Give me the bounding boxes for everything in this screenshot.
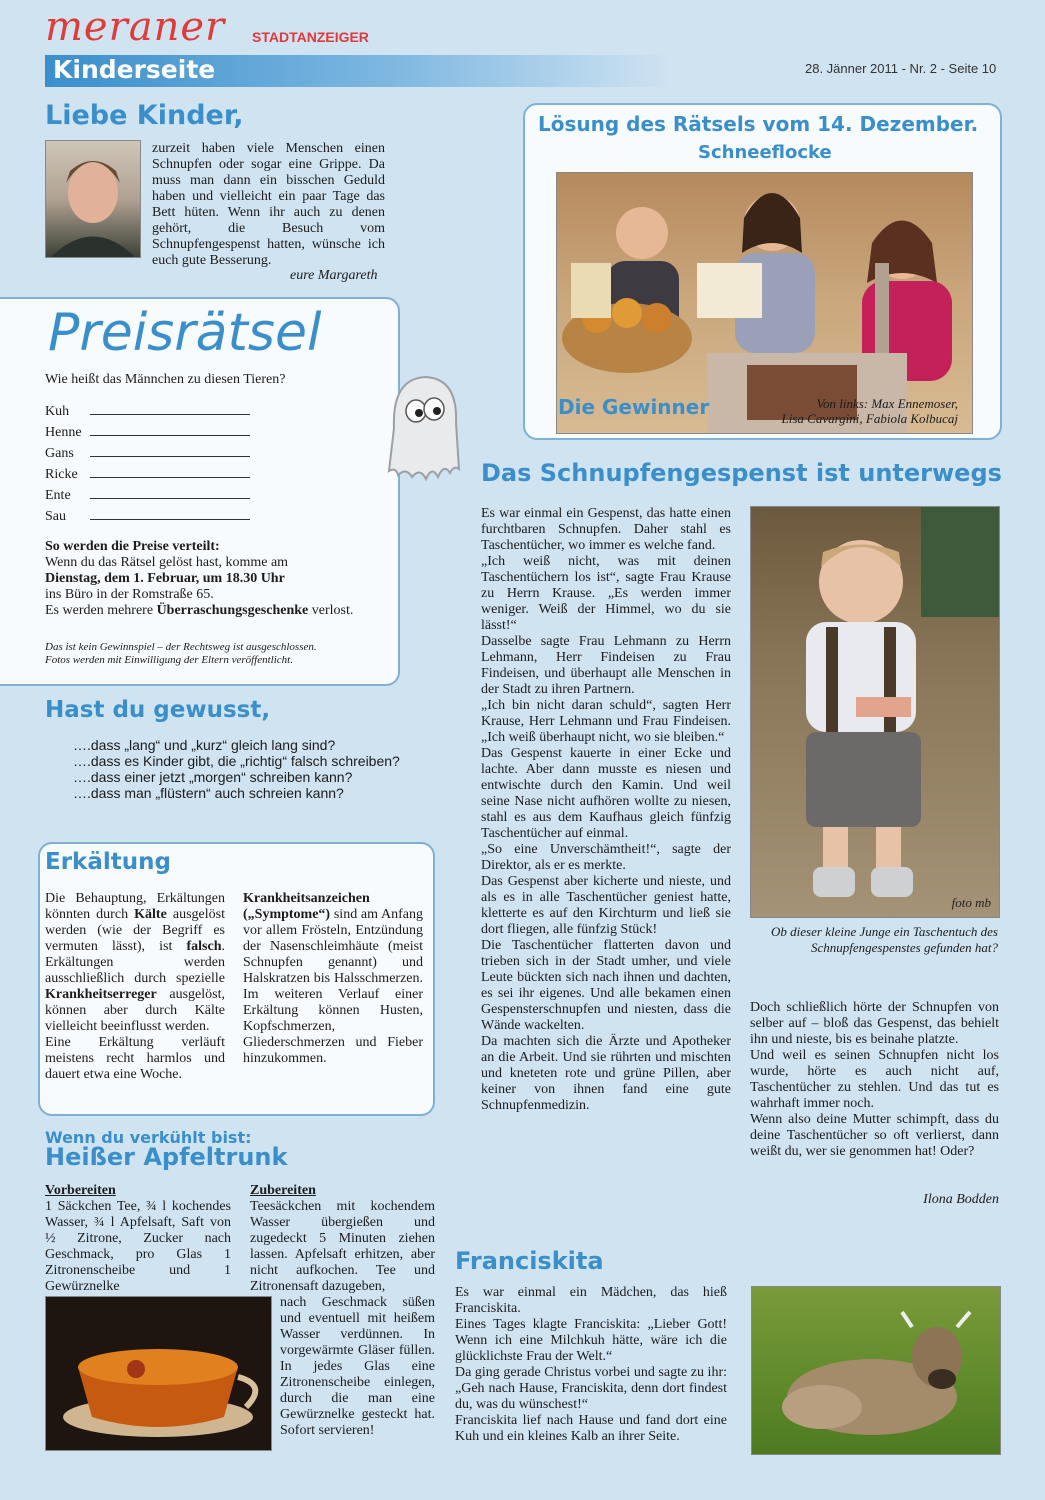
prize-line: Wenn du das Rätsel gelöst hast, komme am — [45, 555, 289, 570]
prize-date: Dienstag, dem 1. Februar, um 18.30 Uhr — [45, 571, 285, 586]
list-item: ….dass es Kinder gibt, die „richtig“ falsch schreiben? — [73, 753, 400, 769]
story-author: Ilona Bodden — [923, 1192, 999, 1207]
animal-label: Sau — [45, 509, 66, 524]
cow-icon — [752, 1287, 1000, 1454]
recipe-steps-top: Zubereiten Teesäckchen mit kochendem Wasser übergießen und zugedeckt 5 Minuten ziehen lassen. Apfelsaft erhitzen, aber nicht aufkochen. Tee und Zitronensaft dazugeben, — [250, 1183, 435, 1294]
story-title: Das Schnupfengespenst ist unterwegs — [481, 459, 1002, 487]
recipe-title: Heißer Apfeltrunk — [45, 1143, 288, 1171]
animal-label: Henne — [45, 425, 82, 440]
teacup-icon — [46, 1297, 271, 1450]
puzzle-title: Preisrätsel — [48, 303, 322, 363]
cold-col1: Die Behauptung, Erkältungen könnten durch Kälte ausgelöst werden (wie der Begriff es vermuten lässt), ist falsch. Erkältungen werden ausschließlich durch spezielle Krankheitserreger ausgelöst, können aber durch Kälte vielleicht beeinflusst werden. Eine Erkältung verläuft meistens recht harmlos und dauert etwa eine Woche. — [45, 891, 225, 1082]
puzzle-answer-list — [45, 402, 305, 532]
list-item: ….dass man „flüstern“ auch schreien kann? — [73, 785, 344, 801]
animal-label: Kuh — [45, 404, 70, 419]
prize-line: Es werden mehrere Überraschungsgeschenke verlost. — [45, 603, 354, 618]
answer-blank-2[interactable] — [90, 423, 250, 436]
solution-title: Lösung des Rätsels vom 14. Dezember. — [538, 112, 979, 136]
puzzle-question: Wie heißt das Männchen zu diesen Tieren? — [45, 372, 286, 387]
prize-line: ins Büro in der Romstraße 65. — [45, 587, 214, 602]
cold-col2: Krankheitsanzeichen („Symptome“) sind am Anfang vor allem Frösteln, Entzündung der Nasenschleimhäute (meist Schnupfen genannt) und Halskratzen bis Halsschmerzen. Im weiteren Verlauf einer Erkältung können Husten, Kopfschmerzen, Gliederschmerzen und Fieber hinzukommen. — [243, 891, 423, 1066]
winners-label: Die Gewinner — [558, 395, 710, 419]
prize-info — [45, 539, 390, 619]
section-title: Kinderseite — [53, 55, 216, 84]
editor-portrait-icon — [46, 141, 140, 257]
recipe-kicker: Wenn du verkühlt bist: — [45, 1128, 252, 1147]
franciskita-title: Franciskita — [455, 1247, 604, 1275]
animal-label: Ricke — [45, 467, 78, 482]
solution-answer: Schneeflocke — [698, 142, 832, 163]
ghost-icon — [384, 373, 464, 485]
boy-photo-icon — [751, 507, 999, 917]
greeting-text: zurzeit haben viele Menschen einen Schnupfen oder sogar eine Grippe. Da muss man dann ein bisschen Geduld haben und vielleicht ein paar Tage das Bett hüten. Wenn ihr auch zu denen gehört, die Besuch vom Schnupfengespenst hatten, wünsche ich euch gute Besserung. — [152, 141, 385, 268]
recipe-prep: Vorbereiten 1 Säckchen Tee, ¾ l kochendes Wasser, ¾ l Apfelsaft, Saft von ½ Zitrone, Zucker nach Geschmack, pro Glas 1 Zitronenscheibe und 1 Gewürznelke — [45, 1183, 231, 1294]
cold-title: Erkältung — [45, 849, 171, 875]
answer-blank-3[interactable] — [90, 444, 250, 457]
issue-info: 28. Jänner 2011 - Nr. 2 - Seite 10 — [805, 61, 997, 76]
answer-blank-5[interactable] — [90, 486, 250, 499]
answer-blank-1[interactable] — [90, 402, 250, 415]
recipe-steps-bottom: nach Geschmack süßen und eventuell mit heißem Wasser verdünnen. In vorgewärmte Gläser füllen. In jedes Glas eine Zitronenscheibe einlegen, durch die man eine Gewürznelke gesteckt hat. Sofort servieren! — [280, 1295, 435, 1438]
did-you-know-title: Hast du gewusst, — [45, 697, 271, 723]
did-you-know-list — [73, 737, 400, 801]
prize-heading: So werden die Preise verteilt: — [45, 539, 220, 554]
winners-caption: Von links: Max Ennemoser, Lisa Cavargini, Fabiola Kolbucaj — [781, 396, 958, 426]
masthead — [0, 0, 1045, 95]
boy-photo — [750, 506, 1000, 918]
winners-photo-icon — [557, 173, 972, 433]
cow-photo — [751, 1286, 1001, 1455]
answer-blank-6[interactable] — [90, 507, 250, 520]
logo-subtitle: STADTANZEIGER — [252, 29, 369, 45]
list-item: ….dass einer jetzt „morgen“ schreiben kann? — [73, 769, 353, 785]
list-item: ….dass „lang“ und „kurz“ gleich lang sind? — [73, 737, 336, 753]
franciskita-text: Es war einmal ein Mädchen, das hieß Franciskita. Eines Tages klagte Franciskita: „Lieber Gott! Wenn ich eine Milchkuh hätte, wäre ich die glücklichste Frau der Welt.“ Da ging gerade Christus vorbei und sagte zu ihr: „Geh nach Hause, Franciskita, denn dort findest du, was du wünschest!“ Franciskita lief nach Hause und fand dort eine Kuh und ein kleines Kalb an ihrer Seite. — [455, 1285, 727, 1444]
puzzle-disclaimer: Das ist kein Gewinnspiel – der Rechtsweg ist ausgeschlossen. Fotos werden mit Einwilligung der Eltern veröffentlicht. — [45, 641, 317, 666]
greeting-signature: eure Margareth — [290, 268, 378, 283]
story-text: Es war einmal ein Gespenst, das hatte einen furchtbaren Schnupfen. Daher stahl es Taschentücher, wo immer es welche fand. „Ich weiß nicht, was mit deinen Taschentüchern los ist“, sagte Frau Krause zu Herrn Krause. „Es werden immer weniger. Weiß der Himmel, wo du sie lässt!“ Dasselbe sagte Frau Lehmann zu Herrn Lehmann, Herr Findeisen zu Frau Findeisen, und überhaupt alle Menschen in der Stadt zu ihren Partnern. „Ich bin nicht daran schuld“, sagten Herr Krause, Herr Lehmann und Frau Findeisen. „Ich weiß überhaupt nicht, wo sie bleiben.“ Das Gespenst kauerte in einer Ecke und lachte. Aber dann musste es niesen und entwischte durch den Kamin. Und weil seine Nase nicht aufhören wollte zu niesen, stahl es aus dem Kaufhaus gleich fünfzig Taschentücher auf einmal. „So eine Unverschämtheit!“, sagte der Direktor, als er es merkte. Das Gespenst aber kicherte und nieste, und als es in alle Taschentücher geniest hatte, kletterte es auf den Kirchturm und ließ sie dort fliegen, alle fünfzig Stück! Die Taschentücher flatterten davon und trieben sich in der Stadt umher, und viele Leute bückten sich nach ihnen und dachten, es sei ihr eigenes. Und alle bekamen einen Gespensterschnupfen und niesten, dass die Wände wackelten. Da machten sich die Ärzte und Apotheker an die Arbeit. Und sie rührten und mischten und kneteten rote und grüne Pillen, aber keiner von ihnen fand eine gute Schnupfenmedizin. — [481, 506, 731, 1113]
animal-label: Gans — [45, 446, 74, 461]
greeting-title: Liebe Kinder, — [45, 100, 244, 131]
animal-label: Ente — [45, 488, 71, 503]
tea-photo — [45, 1296, 272, 1451]
boy-caption: Ob dieser kleine Junge ein Taschentuch des Schnupfengespenstes gefunden hat? — [771, 924, 998, 955]
story-ending: Doch schließlich hörte der Schnupfen von selber auf – bloß das Gespenst, das behielt ihn und nieste, bis es beinahe platzte. Und weil es seinen Schnupfen nicht los wurde, hörte es auch nicht auf, Taschentücher zu stehlen. Und das tut es wahrhaft immer noch. Wenn also deine Mutter schimpft, dass du deine Taschentücher so oft verlierst, dann weißt du, wer sie genommen hat! Oder? — [750, 1000, 999, 1159]
photo-credit: foto mb — [951, 895, 991, 910]
answer-blank-4[interactable] — [90, 465, 250, 478]
logo: meraner — [45, 4, 226, 50]
editor-photo — [45, 140, 141, 258]
